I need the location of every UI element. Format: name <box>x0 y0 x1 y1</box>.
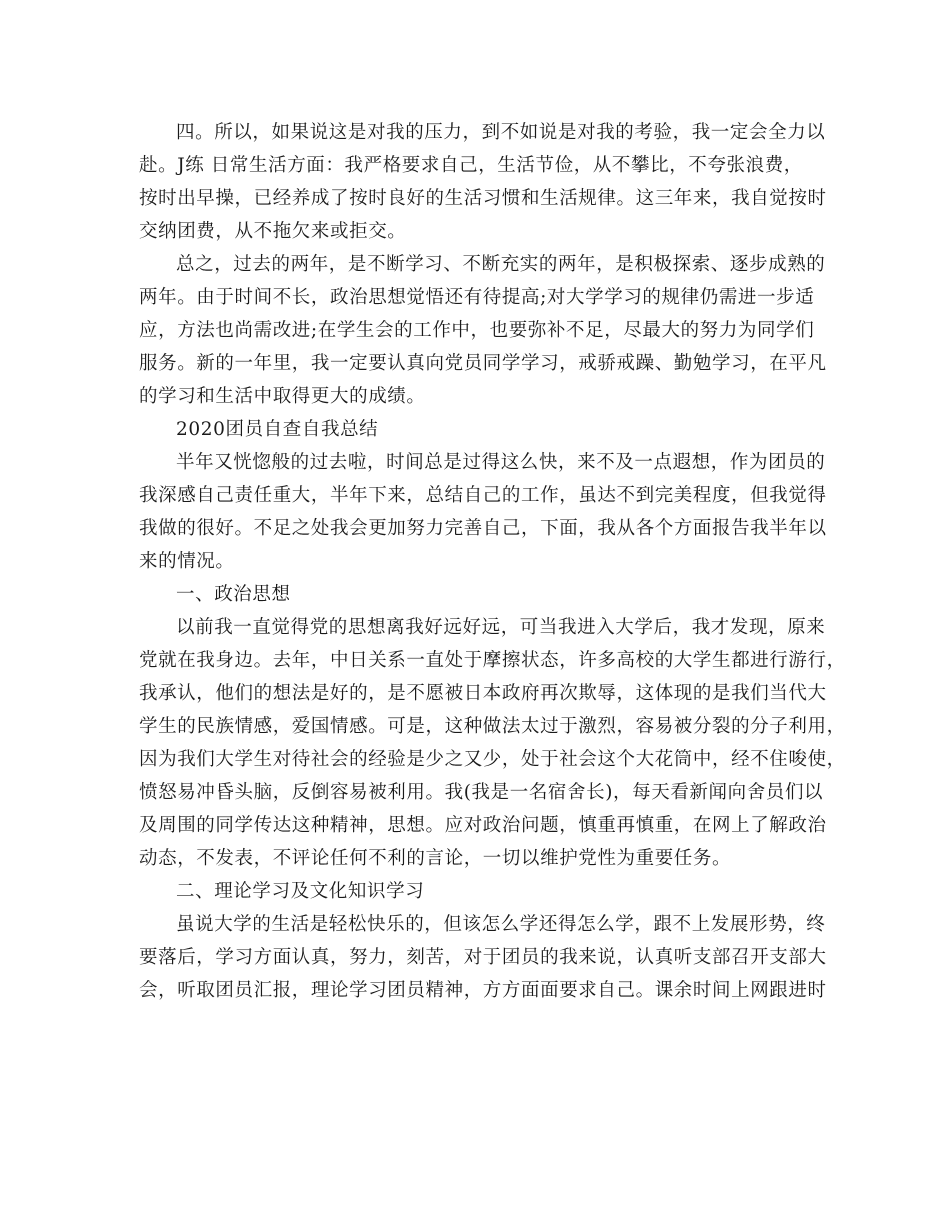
text-line: 的学习和生活中取得更大的成绩。 <box>139 386 426 407</box>
text-line: 学生的民族情感，爱国情感。可是，这种做法太过于激烈，容易被分裂的分子利用， <box>139 716 846 737</box>
text-line: 赴。J练 日常生活方面：我严格要求自己，生活节俭，从不攀比，不夸张浪费， <box>139 155 803 176</box>
paragraph-3 <box>139 446 827 578</box>
text-line: 服务。新的一年里，我一定要认真向党员同学学习，戒骄戒躁、勤勉学习，在平凡 <box>139 353 827 374</box>
text-line: 党就在我身边。去年，中日关系一直处于摩擦状态，许多高校的大学生都进行游行， <box>139 650 846 671</box>
text-line: 四。所以，如果说这是对我的压力，到不如说是对我的考验，我一定会全力以 <box>176 122 826 143</box>
paragraph-1 <box>139 116 827 248</box>
heading-theory-study <box>139 875 827 908</box>
heading-line: 一、政治思想 <box>176 584 291 605</box>
text-line: 总之，过去的两年，是不断学习、不断充实的两年，是积极探索、逐步成熟的 <box>176 254 826 275</box>
title-line: 2020团员自查自我总结 <box>176 419 379 440</box>
text-line: 我深感自己责任重大，半年下来，总结自己的工作，虽达不到完美程度，但我觉得 <box>139 485 827 506</box>
text-line: 交纳团费，从不拖欠来或拒交。 <box>139 221 407 242</box>
text-line: 会，听取团员汇报，理论学习团员精神，方方面面要求自己。课余时间上网跟进时 <box>139 980 827 1001</box>
text-line: 来的情况。 <box>139 551 235 572</box>
text-line: 半年又恍惚般的过去啦，时间总是过得这么快，来不及一点遐想，作为团员的 <box>176 452 826 473</box>
paragraph-5 <box>139 908 827 1007</box>
text-line: 因为我们大学生对待社会的经验是少之又少，处于社会这个大花筒中，经不住唆使， <box>139 749 846 770</box>
text-line: 动态，不发表，不评论任何不利的言论，一切以维护党性为重要任务。 <box>139 848 732 869</box>
text-line: 以前我一直觉得党的思想离我好远好远，可当我进入大学后，我才发现，原来 <box>176 617 826 638</box>
text-line: 应，方法也尚需改进;在学生会的工作中，也要弥补不足，尽最大的努力为同学们 <box>139 320 815 341</box>
heading-line: 二、理论学习及文化知识学习 <box>176 881 425 902</box>
text-line: 虽说大学的生活是轻松快乐的，但该怎么学还得怎么学，跟不上发展形势，终 <box>176 914 826 935</box>
paragraph-4 <box>139 611 846 875</box>
document-body <box>139 116 846 1007</box>
text-line: 按时出早操，已经养成了按时良好的生活习惯和生活规律。这三年来，我自觉按时 <box>139 188 827 209</box>
text-line: 我承认，他们的想法是好的，是不愿被日本政府再次欺辱，这体现的是我们当代大 <box>139 683 827 704</box>
text-line: 及周围的同学传达这种精神，思想。应对政治问题，慎重再慎重，在网上了解政治 <box>139 815 827 836</box>
text-line: 愤怒易冲昏头脑，反倒容易被利用。我(我是一名宿舍长)，每天看新闻向舍员们以 <box>139 782 824 803</box>
text-line: 两年。由于时间不长，政治思想觉悟还有待提高;对大学学习的规律仍需进一步适 <box>139 287 815 308</box>
section-title <box>139 413 827 446</box>
paragraph-2 <box>139 248 827 413</box>
text-line: 要落后，学习方面认真，努力，刻苦，对于团员的我来说，认真听支部召开支部大 <box>139 947 827 968</box>
heading-political-thought <box>139 578 827 611</box>
text-line: 我做的很好。不足之处我会更加努力完善自己，下面，我从各个方面报告我半年以 <box>139 518 827 539</box>
